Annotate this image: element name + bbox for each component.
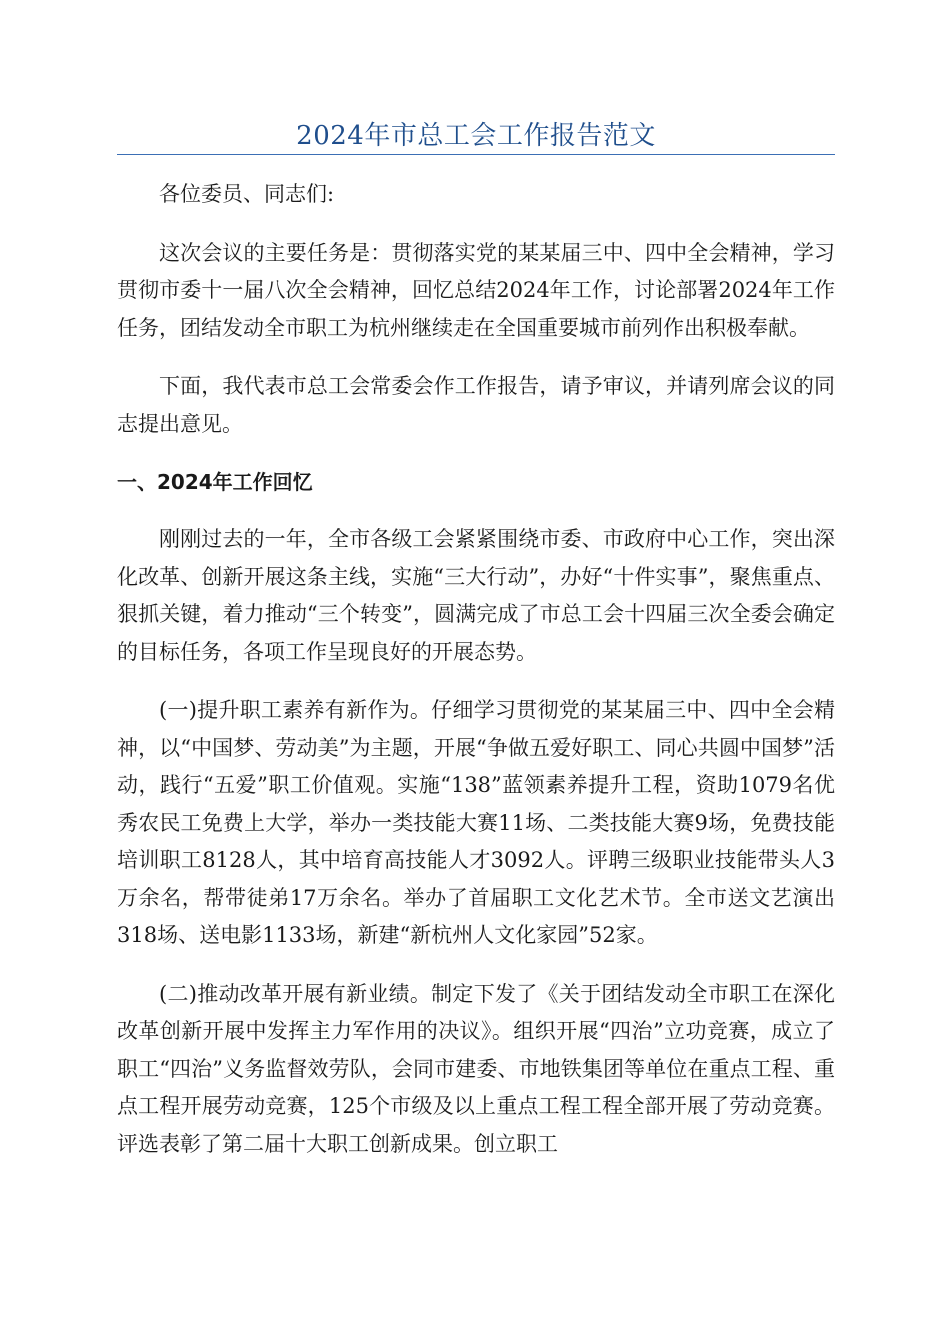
document-title: 2024年市总工会工作报告范文 xyxy=(296,121,656,151)
title-underline xyxy=(117,154,835,155)
section-paragraph-1: 刚刚过去的一年，全市各级工会紧紧围绕市委、市政府中心工作，突出深化改革、创新开展这条主线，实施“三大行动”，办好“十件实事”，聚焦重点、狠抓关键，着力推动“三个转变”，圆满完成了市总工会十四届三次全委会确定的目标任务，各项工作呈现良好的开展态势。 xyxy=(117,527,835,664)
section-paragraph-3: (二)推动改革开展有新业绩。制定下发了《关于团结发动全市职工在深化改革创新开展中发挥主力军作用的决议》。组织开展“四治”立功竞赛，成立了职工“四治”义务监督效劳队，会同市建委、市地铁集团等单位在重点工程、重点工程开展劳动竞赛，125个市级及以上重点工程工程全部开展了劳动竞赛。评选表彰了第二届十大职工创新成果。创立职工 xyxy=(117,981,835,1156)
intro-paragraph-1: 这次会议的主要任务是：贯彻落实党的某某届三中、四中全会精神，学习贯彻市委十一届八次全会精神，回忆总结2024年工作，讨论部署2024年工作任务，团结发动全市职工为杭州继续走在全国重要城市前列作出积极奉献。 xyxy=(117,240,835,340)
section-heading: 一、2024年工作回忆 xyxy=(117,470,313,494)
salutation: 各位委员、同志们: xyxy=(159,182,335,206)
intro-paragraph-2: 下面，我代表市总工会常委会作工作报告，请予审议，并请列席会议的同志提出意见。 xyxy=(117,374,835,436)
document-body xyxy=(117,176,835,1184)
section-paragraph-2: (一)提升职工素养有新作为。仔细学习贯彻党的某某届三中、四中全会精神，以“中国梦、劳动美”为主题，开展“争做五爱好职工、同心共圆中国梦”活动，践行“五爱”职工价值观。实施“138”蓝领素养提升工程，资助1079名优秀农民工免费上大学，举办一类技能大赛11场、二类技能大赛9场，免费技能培训职工8128人，其中培育高技能人才3092人。评聘三级职业技能带头人3万余名，帮带徒弟17万余名。举办了首届职工文化艺术节。全市送文艺演出318场、送电影1133场，新建“新杭州人文化家园”52家。 xyxy=(117,698,835,947)
